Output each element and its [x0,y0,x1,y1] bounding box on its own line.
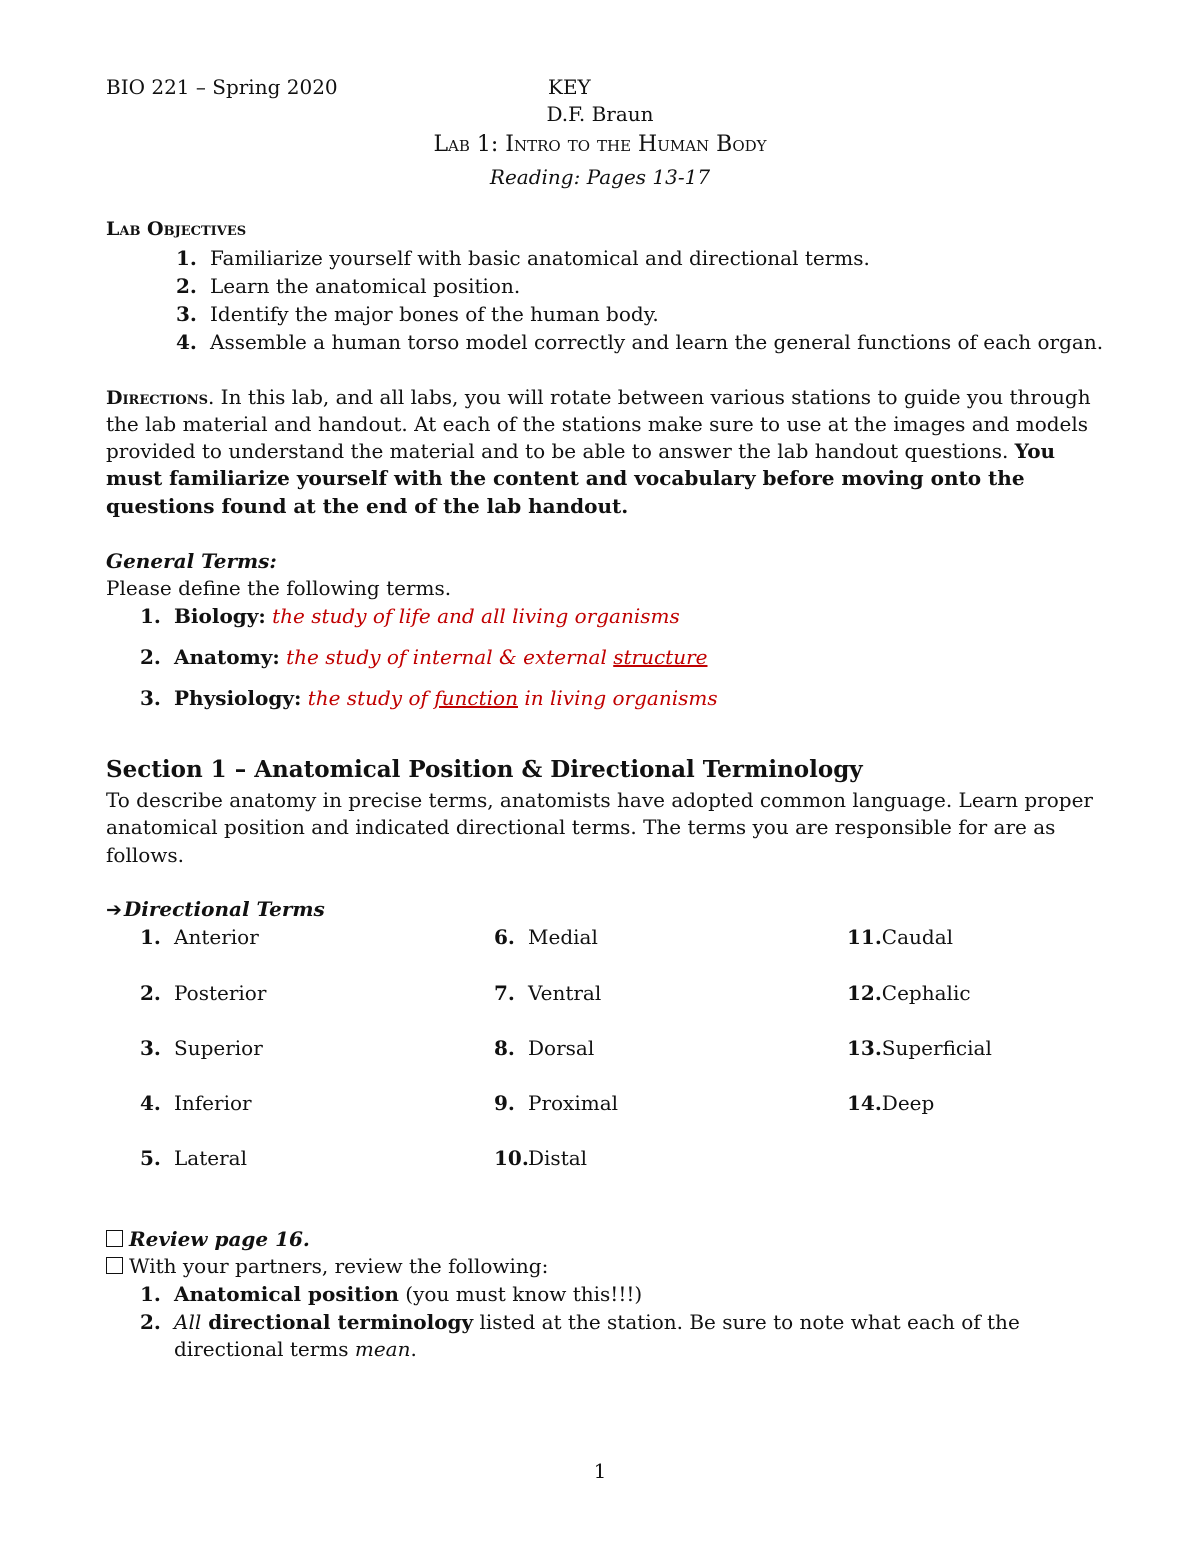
directions-label: Directions [106,387,208,409]
list-item: 3. Superior [140,1036,263,1060]
section-1-title: Section 1 – Anatomical Position & Directional Terminology [106,756,863,783]
list-item: 4. Assemble a human torso model correctly and learn the general functions of each organ. [176,330,1104,354]
list-item: 11.Caudal [847,925,954,949]
list-item: 13.Superficial [847,1036,992,1060]
list-item: 1. Anterior [140,925,259,949]
arrow-right-icon: ➔ [106,899,122,921]
objectives-heading: Lab Objectives [106,218,247,240]
checklist-item-review: Review page 16. [106,1229,310,1249]
list-item: 9. Proximal [494,1091,619,1115]
list-item: 7. Ventral [494,981,602,1005]
list-item: 8. Dorsal [494,1036,595,1060]
list-item: 5. Lateral [140,1146,247,1170]
directional-terms-heading: ➔ Directional Terms [106,897,325,921]
term-physiology: 3. Physiology: the study of function in living organisms [140,686,718,710]
list-item: 2. Posterior [140,981,267,1005]
checkbox[interactable] [106,1257,123,1274]
key-label: KEY [548,75,591,99]
course-label: BIO 221 – Spring 2020 [106,75,338,99]
list-item: 2. All directional terminology listed at the station. Be sure to note what each of the [140,1310,1020,1334]
checkbox[interactable] [106,1230,123,1247]
list-item: 2. Learn the anatomical position. [176,274,521,298]
list-item: 1. Familiarize yourself with basic anatomical and directional terms. [176,246,870,270]
list-item: 1. Anatomical position (you must know this!!!) [140,1282,643,1306]
list-item: 10.Distal [494,1146,588,1170]
list-item: 3. Identify the major bones of the human body. [176,302,659,326]
page-title: Lab 1: Intro to the Human Body [433,132,767,157]
reading-note: Reading: Pages 13-17 [489,165,711,189]
list-item: 12.Cephalic [847,981,971,1005]
list-item: 6. Medial [494,925,598,949]
general-terms-heading: General Terms: [106,549,277,573]
general-terms-prompt: Please define the following terms. [106,576,452,600]
list-item: 14.Deep [847,1091,935,1115]
term-biology: 1. Biology: the study of life and all living organisms [140,604,680,628]
term-anatomy: 2. Anatomy: the study of internal & external structure [140,645,708,669]
page-number: 1 [593,1459,607,1483]
checklist-item-partners: With your partners, review the following: [106,1256,548,1276]
list-item: 4. Inferior [140,1091,252,1115]
list-item-continuation: directional terms mean. [174,1337,417,1361]
author: D.F. Braun [546,102,654,126]
